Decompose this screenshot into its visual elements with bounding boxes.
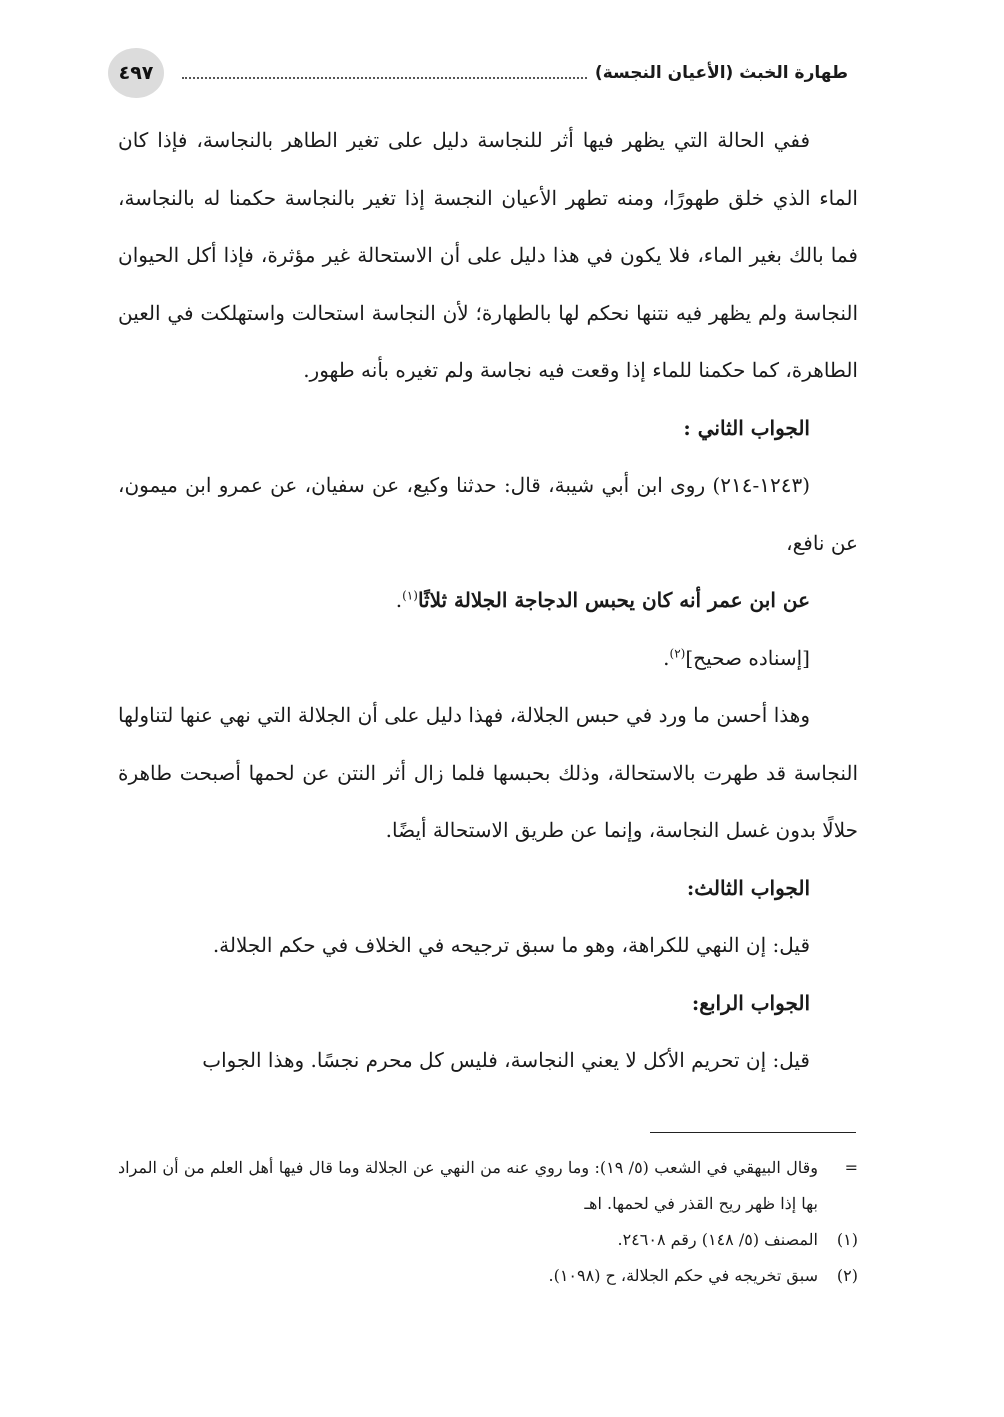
athar-text: عن ابن عمر أنه كان يحبس الدجاجة الجلالة ثلاثًا <box>417 588 810 612</box>
paragraph-hadith-chain: (١٢٤٣-٢١٤) روى ابن أبي شيبة، قال: حدثنا وكيع، عن سفيان، عن عمرو ابن ميمون، عن نافع، <box>118 473 858 555</box>
footnote-marker: = <box>844 1158 858 1177</box>
footnote-text: وقال البيهقي في الشعب (٥/ ١٩): وما روي عنه من النهي عن الجلالة وما قال فيها أهل العلم من أن المراد بها إذا ظهر ريح القذر في لحمها. اهـ <box>118 1158 819 1213</box>
footnote-1 <box>118 1222 858 1258</box>
paragraph-4: قيل: إن النهي للكراهة، وهو ما سبق ترجيحه في الخلاف في حكم الجلالة. <box>212 933 810 957</box>
heading-third-answer: الجواب الثالث: <box>686 875 810 900</box>
running-title: طهارة الخبث (الأعيان النجسة) <box>594 63 848 83</box>
footnote-text: سبق تخريجه في حكم الجلالة، ح (١٠٩٨). <box>548 1266 818 1285</box>
heading-fourth-answer: الجواب الرابع: <box>691 990 810 1015</box>
page-number-badge <box>108 48 164 98</box>
footnote-text: المصنف (٥/ ١٤٨) رقم ٢٤٦٠٨. <box>617 1230 818 1249</box>
footnote-continuation <box>118 1150 858 1222</box>
isnad-line <box>118 630 858 688</box>
dotted-leader <box>182 77 587 79</box>
athar-end: . <box>395 588 403 612</box>
footnotes <box>118 1150 858 1294</box>
footnote-marker: (٢) <box>836 1266 858 1285</box>
footnote-ref-2: (٢) <box>669 645 686 660</box>
isnad-end: . <box>663 645 670 670</box>
main-text <box>118 112 858 1090</box>
isnad-text: [إسناده صحيح] <box>685 645 810 670</box>
page-header <box>108 48 856 98</box>
footnote-ref-1: (١) <box>402 588 418 603</box>
page-number: ٤٩٧ <box>118 62 154 84</box>
running-title-bar <box>182 58 856 88</box>
footnote-marker: (١) <box>836 1230 858 1249</box>
heading-second-answer: الجواب الثاني : <box>683 415 810 440</box>
paragraph-3: وهذا أحسن ما ورد في حبس الجلالة، فهذا دليل على أن الجلالة التي نهي عنها لتناولها النجاسة قد طهرت بالاستحالة، وذلك بحبسها فلما زال أثر النتن عن لحمها أصبحت طاهرة حلالًا بدون غسل النجاسة، وإنما عن طريق الاستحالة أيضًا. <box>118 703 858 842</box>
paragraph-5: قيل: إن تحريم الأكل لا يعني النجاسة، فليس كل محرم نجسًا. وهذا الجواب <box>202 1048 810 1072</box>
footnote-separator <box>650 1132 856 1133</box>
footnote-2 <box>118 1258 858 1294</box>
paragraph-1: ففي الحالة التي يظهر فيها أثر للنجاسة دليل على تغير الطاهر بالنجاسة، فإذا كان الماء الذي خلق طهورًا، ومنه تطهر الأعيان النجسة إذا تغير بالنجاسة حكمنا له بالنجاسة، فما بالك بغير الماء، فلا يكون في هذا دليل على أن الاستحالة غير مؤثرة، فإذا أكل الحيوان النجاسة ولم يظهر فيه نتنها نحكم لها بالطهارة؛ لأن النجاسة استحالت واستهلكت في العين الطاهرة، كما حكمنا للماء إذا وقعت فيه نجاسة ولم تغيره بأنه طهور. <box>118 128 858 382</box>
athar-line <box>118 572 858 630</box>
